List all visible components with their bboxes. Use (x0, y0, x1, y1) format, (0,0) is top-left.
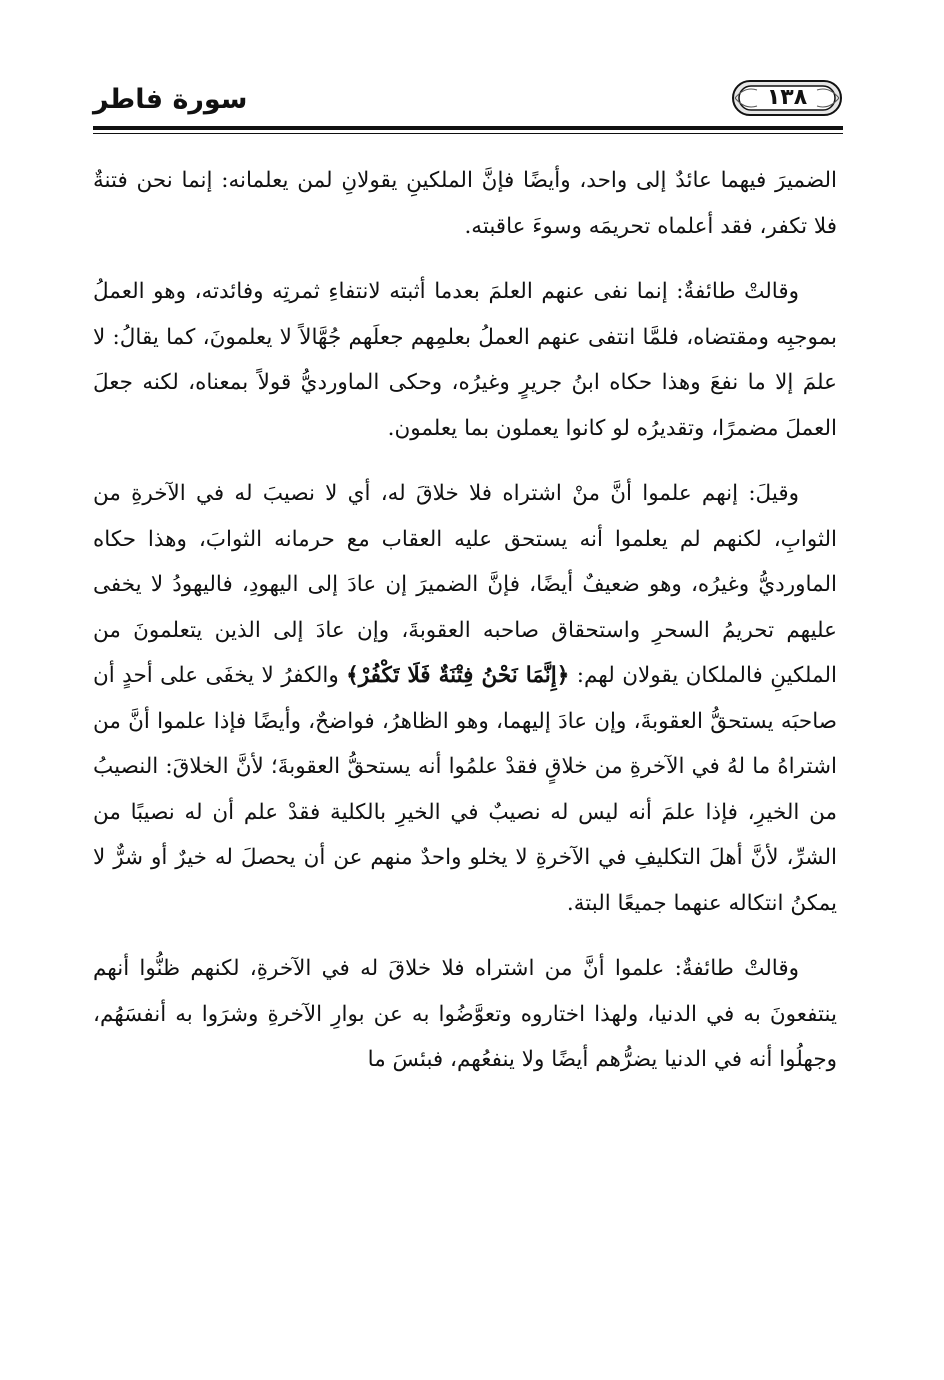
paragraph (93, 158, 837, 249)
page-number: ١٣٨ (766, 85, 808, 110)
paragraph-text: الضميرَ فيهما عائدٌ إلى واحد، وأيضًا فإنَّ الملكينِ يقولانِ لمن يعلمانه: إنما نحن فتنةٌ فلا تكفر، فقد أعلماه تحريمَه وسوءَ عاقبته. (93, 168, 837, 239)
paragraph-text: وقيلَ: إنهم علموا أنَّ منْ اشتراه فلا خلاقَ له، أي لا نصيبَ له في الآخرةِ من الثوابِ، لكنهم لم يعلموا أنه يستحق عليه العقاب مع حرمانه الثوابَ، وهذا حكاه الماورديُّ وغيرُه، وهو ضعيفٌ أيضًا، فإنَّ الضميرَ إن عادَ إلى اليهودِ، فاليهودُ لا يخفى عليهم تحريمُ السحرِ واستحقاق صاحبه العقوبةَ، وإن عادَ إلى الذين يتعلمونَ من الملكينِ فالملكان يقولان لهم: (93, 481, 837, 688)
header-rule-thin (93, 133, 843, 134)
paragraph-text: وقالتْ طائفةٌ: علموا أنَّ من اشتراه فلا خلاقَ له في الآخرةِ، لكنهم ظنُّوا أنهم ينتفعونَ به في الدنيا، ولهذا اختاروه وتعوَّضُوا به عن بوارِ الآخرةِ وشرَوا به أنفسَهُم، وجهلُوا أنه في الدنيا يضرُّهم أيضًا ولا ينفعُهم، فبئسَ ما (93, 956, 837, 1072)
paragraph (93, 269, 837, 451)
page-number-badge (731, 78, 843, 118)
body-text (93, 158, 837, 1103)
paragraph-text: والكفرُ لا يخفَى على أحدٍ أن صاحبَه يستحقُّ العقوبةَ، وإن عادَ إليهما، وهو الظاهرُ، فواضحٌ، وأيضًا فإذا علموا أنَّ من اشتراهُ ما لهُ في الآخرةِ من خلاقٍ فقدْ علمُوا أنه يستحقُّ العقوبةَ؛ لأنَّ الخلاقَ: النصيبُ من الخيرِ، فإذا علمَ أنه ليس له نصيبٌ في الخيرِ بالكلية فقدْ علم أن له نصيبًا من الشرِّ، لأنَّ أهلَ التكليفِ في الآخرةِ لا يخلو واحدٌ منهم عن أن يحصلَ له خيرٌ أو شرٌّ لا يمكنُ انتكاله عنهما جميعًا البتة. (93, 663, 837, 916)
paragraph (93, 946, 837, 1083)
quran-verse: ﴿إِنَّمَا نَحْنُ فِتْنَةٌ فَلَا تَكْفُرْ﴾ (346, 663, 570, 688)
paragraph-text: وقالتْ طائفةٌ: إنما نفى عنهم العلمَ بعدما أثبته لانتفاءِ ثمرتِه وفائدته، وهو العملُ بموجبِه ومقتضاه، فلمَّا انتفى عنهم العملُ بعلمِهم جعلَهم جُهَّالاً لا يعلمونَ، كما يقالُ: لا علمَ إلا ما نفعَ وهذا حكاه ابنُ جريرٍ وغيرُه، وحكى الماورديُّ قولاً بمعناه، لكنه جعلَ العملَ مضمرًا، وتقديرُه لو كانوا يعملون بما يعلمون. (93, 279, 837, 441)
surah-title: سورة فاطر (93, 84, 248, 115)
header-rule-thick (93, 126, 843, 130)
paragraph (93, 471, 837, 926)
page-header (93, 78, 843, 128)
